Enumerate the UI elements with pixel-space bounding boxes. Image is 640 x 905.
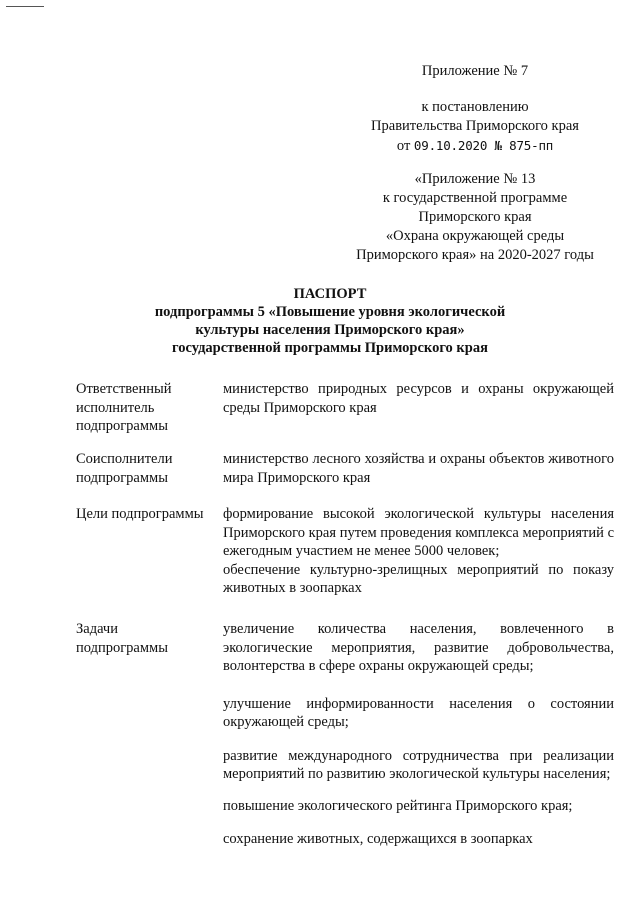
date-prefix: от — [396, 138, 411, 154]
passport-subtitle-1: подпрограммы 5 «Повышение уровня экологической — [154, 304, 506, 320]
label-line: Цели подпрограммы — [76, 506, 204, 522]
program-appendix-line-3: Приморского края — [418, 209, 532, 225]
passport-subtitle-3: государственной программы Приморского края — [172, 340, 488, 356]
content-paragraph: улучшение информированности населения о состоянии окружающей среды; — [223, 695, 614, 730]
resolution-ref: к постановлению — [421, 99, 529, 115]
program-appendix-block — [330, 170, 620, 265]
program-appendix-line-5: Приморского края» на 2020-2027 годы — [356, 247, 594, 263]
approval-block — [330, 62, 620, 81]
row-content — [223, 450, 614, 487]
content-paragraph: повышение экологического рейтинга Приморского края; — [223, 797, 573, 814]
row-label — [76, 450, 216, 487]
government-name: Правительства Приморского края — [371, 118, 579, 134]
program-appendix-line-2: к государственной программе — [382, 190, 568, 206]
content-paragraph: обеспечение культурно-зрелищных мероприятий по показу животных в зоопарках — [223, 561, 614, 596]
row-content — [223, 505, 614, 598]
date-number: 09.10.2020 № 875-пп — [413, 138, 554, 153]
row-content — [223, 620, 614, 849]
label-line: Ответственный — [76, 381, 172, 397]
label-line: исполнитель — [76, 399, 155, 416]
row-label — [76, 380, 216, 436]
row-content — [223, 380, 614, 417]
passport-title: ПАСПОРТ — [293, 286, 367, 302]
row-label — [76, 505, 216, 524]
resolution-date — [330, 136, 620, 156]
label-line: подпрограммы — [76, 639, 168, 656]
label-line: подпрограммы — [76, 469, 168, 486]
top-rule — [6, 6, 44, 7]
label-line: Соисполнители — [76, 451, 173, 467]
row-label — [76, 620, 216, 657]
content-paragraph: увеличение количества населения, вовлеченного в экологические мероприятия, развитие добровольчества, волонтерства в сфере охраны окружающей среды; — [223, 621, 614, 674]
program-appendix-line-4: «Охрана окружающей среды — [385, 228, 565, 244]
label-line: подпрограммы — [76, 418, 168, 434]
passport-title-block — [120, 285, 540, 357]
content-paragraph: министерство лесного хозяйства и охраны объектов животного мира Приморского края — [223, 451, 614, 486]
content-paragraph: формирование высокой экологической культуры населения Приморского края путем проведения комплекса мероприятий с ежегодным участием не менее 5000 человек; — [223, 506, 614, 559]
label-line: Задачи — [76, 621, 118, 637]
content-paragraph: министерство природных ресурсов и охраны окружающей среды Приморского края — [223, 381, 614, 416]
content-paragraph: развитие международного сотрудничества при реализации мероприятий по развитию экологической культуры населения; — [223, 747, 614, 782]
resolution-block — [330, 98, 620, 156]
appendix-number: Приложение № 7 — [421, 63, 529, 79]
passport-subtitle-2: культуры населения Приморского края» — [195, 322, 465, 338]
program-appendix-line-1: «Приложение № 13 — [414, 171, 536, 187]
content-paragraph: сохранение животных, содержащихся в зоопарках — [223, 831, 533, 847]
